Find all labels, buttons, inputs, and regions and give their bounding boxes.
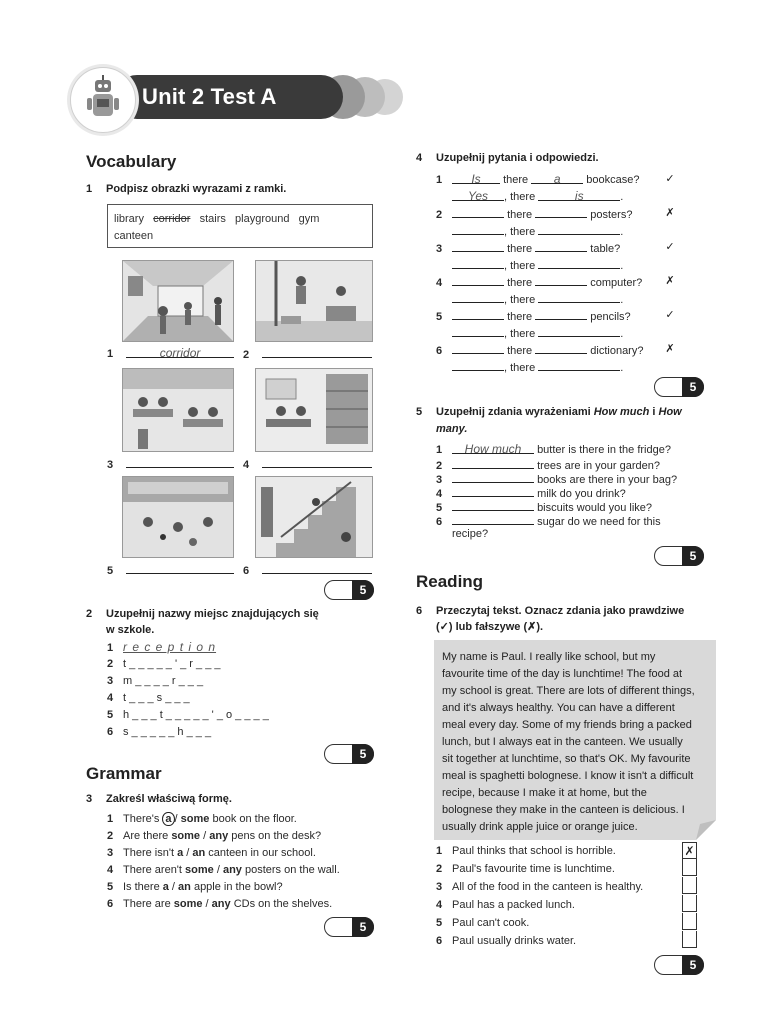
q5-item-4: 4 milk do you drink? <box>436 484 626 501</box>
q3-item-3: 3 There isn't a / an canteen in our school. <box>107 847 316 859</box>
q4-item-2-question: 2 there posters? <box>436 205 632 222</box>
q5-item-6-wrap: recipe? <box>452 528 489 540</box>
q1-answer-3: 3 <box>107 455 234 472</box>
answer-box-6[interactable] <box>682 931 697 948</box>
picture-library <box>255 368 373 452</box>
score-box-q6: 5 <box>654 955 704 975</box>
picture-stairs <box>255 476 373 558</box>
cross-icon: ✗ <box>665 207 675 219</box>
answer-input-1[interactable]: corridor <box>126 345 234 358</box>
picture-gym <box>255 260 373 342</box>
score-box-q4: 5 <box>654 377 704 397</box>
q2-item-2: 2 t _ _ _ _ _ ' _ r _ _ _ <box>107 658 221 670</box>
text-line: meal every day. Some of my friends bring a packed <box>442 719 692 731</box>
text-line: sit together at lunchtime, so that's OK. My favourite <box>442 753 691 765</box>
q4-item-3-question: 3 there table? <box>436 239 620 256</box>
check-icon: ✓ <box>665 173 675 185</box>
text-line: My name is Paul. I really like school, but my <box>442 651 656 663</box>
q4-item-5-answer: , there . <box>452 324 623 341</box>
picture-canteen <box>122 368 234 452</box>
q1-answer-1: 1 corridor <box>107 345 234 362</box>
text-line: lunch, but I always eat in the canteen. We usually <box>442 736 683 748</box>
answer-input-5[interactable] <box>126 561 234 574</box>
q6-statement-5: 5 Paul can't cook. <box>436 917 530 929</box>
score-box-q5: 5 <box>654 546 704 566</box>
word-canteen: canteen <box>114 230 154 242</box>
picture-playground <box>122 476 234 558</box>
reading-text-box <box>434 640 716 840</box>
q4-item-1-answer: Yes , there is . <box>452 188 623 205</box>
q5-instruction: 5 Uzupełnij zdania wyrażeniami How much i How many. <box>416 406 682 435</box>
word-stairs: stairs <box>199 213 226 225</box>
q3-item-2: 2 Are there some / any pens on the desk? <box>107 830 322 842</box>
answer-box-4[interactable] <box>682 895 697 912</box>
q4-item-2-answer: , there . <box>452 222 623 239</box>
q2-item-4: 4 t _ _ _ s _ _ _ <box>107 692 190 704</box>
grammar-heading: Grammar <box>86 764 162 783</box>
text-line: my school is great. There are lots of different things, <box>442 685 695 697</box>
q4-item-4-answer: , there . <box>452 290 623 307</box>
q6-statement-4: 4 Paul has a packed lunch. <box>436 899 575 911</box>
q2-instruction: 2 Uzupełnij nazwy miejsc znajdujących się w szkole. <box>86 608 319 636</box>
score-box-q1: 5 <box>324 580 374 600</box>
q2-item-5: 5 h _ _ _ t _ _ _ _ _ ' _ o _ _ _ _ <box>107 709 269 721</box>
q3-item-5: 5 Is there a / an apple in the bowl? <box>107 881 283 893</box>
q4-item-3-answer: , there . <box>452 256 623 273</box>
cross-icon: ✗ <box>665 343 675 355</box>
picture-corridor <box>122 260 234 342</box>
q3-item-6: 6 There are some / any CDs on the shelves. <box>107 898 333 910</box>
q1-instruction: 1 Podpisz obrazki wyrazami z ramki. <box>86 183 287 195</box>
answer-box-1[interactable]: ✗ <box>682 842 697 859</box>
reading-heading: Reading <box>416 572 484 591</box>
answer-input-3[interactable] <box>126 455 234 468</box>
q3-item-1: 1 There's a / some book on the floor. <box>107 813 297 825</box>
cross-icon: ✗ <box>665 275 675 287</box>
q1-answer-2: 2 <box>243 345 372 362</box>
page-title: Unit 2 Test A <box>142 84 277 109</box>
answer-box-3[interactable] <box>682 877 697 894</box>
text-line: favourite time of the day is lunchtime! The food at <box>442 668 683 680</box>
q5-item-2: 2 trees are in your garden? <box>436 456 660 473</box>
q4-item-1-question: 1 Is there a bookcase? <box>436 172 640 186</box>
word-gym: gym <box>298 213 320 225</box>
score-box-q2: 5 <box>324 744 374 764</box>
page-curl-icon <box>696 820 716 840</box>
q2-item-1: 1 r e c e p t i o n <box>107 640 217 654</box>
word-library: library <box>114 213 144 225</box>
answer-input-6[interactable] <box>262 561 372 574</box>
q6-instruction: 6 Przeczytaj tekst. Oznacz zdania jako prawdziwe (✓) lub fałszywe (✗). <box>416 605 685 633</box>
q6-statement-1: 1 Paul thinks that school is horrible. <box>436 845 616 857</box>
check-icon: ✓ <box>665 241 675 253</box>
q2-item-6: 6 s _ _ _ _ _ h _ _ _ <box>107 726 212 738</box>
q1-answer-5: 5 <box>107 561 234 578</box>
q6-statement-6: 6 Paul usually drinks water. <box>436 935 577 947</box>
robot-icon <box>71 68 135 132</box>
check-icon: ✓ <box>665 309 675 321</box>
q4-item-6-answer: , there . <box>452 358 623 375</box>
text-line: usually drink apple juice or orange juice. <box>442 821 638 833</box>
unit-logo <box>70 67 136 133</box>
q5-item-1: 1 How much butter is there in the fridge? <box>436 442 671 456</box>
q2-item-3: 3 m _ _ _ _ r _ _ _ <box>107 675 204 687</box>
text-line: recipe, because I make it at home, but the <box>442 787 647 799</box>
q3-instruction: 3 Zakreśl właściwą formę. <box>86 793 232 805</box>
q6-statement-2: 2 Paul's favourite time is lunchtime. <box>436 863 615 875</box>
score-box-q3: 5 <box>324 917 374 937</box>
answer-input-2[interactable] <box>262 345 372 358</box>
q4-item-4-question: 4 there computer? <box>436 273 642 290</box>
q5-item-6: 6 sugar do we need for this <box>436 512 661 529</box>
circled-answer[interactable]: a <box>162 812 174 826</box>
q6-statement-3: 3 All of the food in the canteen is healthy. <box>436 881 644 893</box>
word-box <box>107 204 373 248</box>
answer-box-2[interactable] <box>682 859 697 876</box>
word-corridor: corridor <box>153 213 191 225</box>
q1-answer-4: 4 <box>243 455 372 472</box>
q4-item-5-question: 5 there pencils? <box>436 307 631 324</box>
q5-item-3: 3 books are there in your bag? <box>436 470 677 487</box>
text-line: and it's always healthy. You can have a different <box>442 702 675 714</box>
q4-item-6-question: 6 there dictionary? <box>436 341 643 358</box>
answer-box-5[interactable] <box>682 913 697 930</box>
q5-item-5: 5 biscuits would you like? <box>436 498 652 515</box>
q1-answer-6: 6 <box>243 561 372 578</box>
q3-item-4: 4 There aren't some / any posters on the wall. <box>107 864 340 876</box>
text-line: bolognese they make in the canteen is delicious. I <box>442 804 685 816</box>
text-line: meal is spaghetti bolognese. I know it isn't a difficult <box>442 770 694 782</box>
q4-instruction: 4 Uzupełnij pytania i odpowiedzi. <box>416 152 599 164</box>
vocabulary-heading: Vocabulary <box>86 152 177 171</box>
answer-input-4[interactable] <box>262 455 372 468</box>
word-playground: playground <box>235 213 290 225</box>
